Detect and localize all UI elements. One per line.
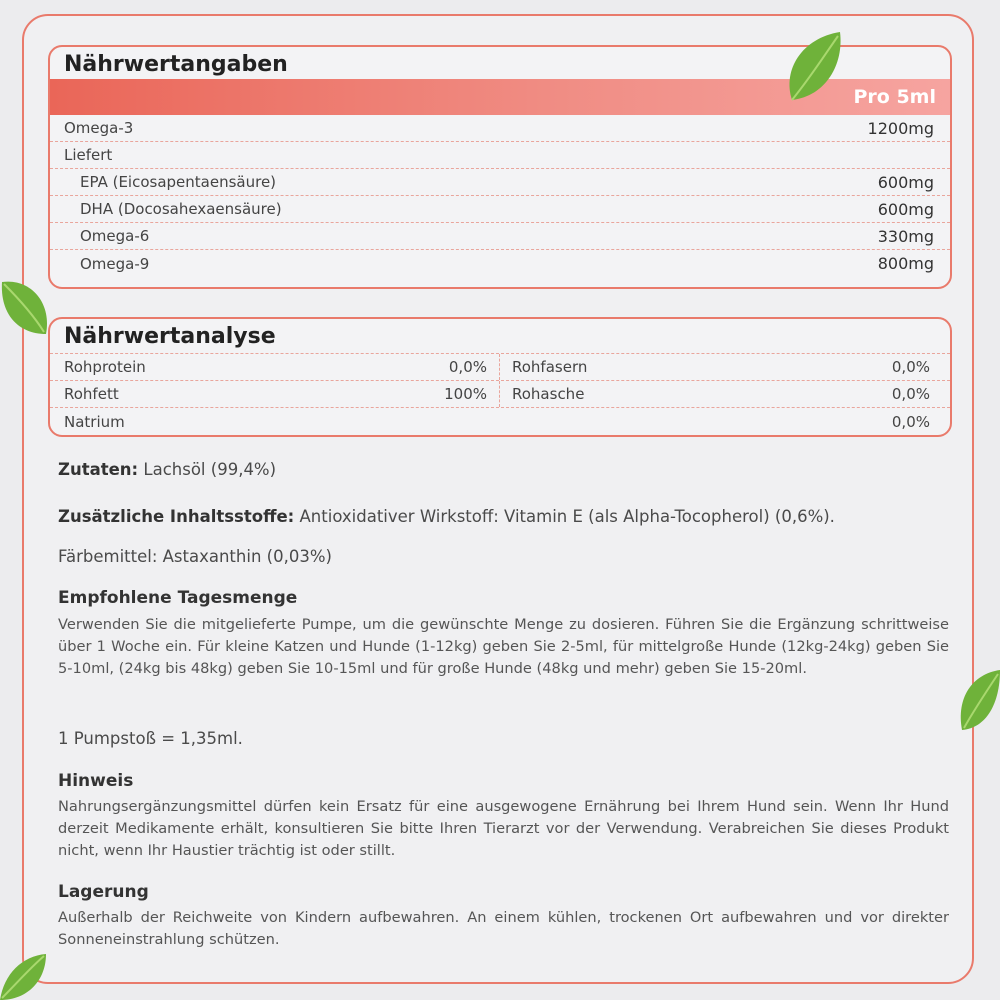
nutrient-row [50,169,950,196]
lagerung-heading: Lagerung [58,882,149,902]
nutrient-value: 330mg [877,226,934,246]
analysis-value: 0,0% [448,358,487,376]
hinweis-heading: Hinweis [58,771,134,791]
zutaten-line [58,460,948,479]
leaf-icon [956,668,1000,734]
nutrient-row [50,223,950,250]
tagesmenge-text: Verwenden Sie die mitgelieferte Pumpe, um die gewünschte Menge zu dosieren. Führen Sie die Ergänzung schrittweise über 1 Woche ein. Für kleine Katzen und Hunde (1-12kg) geben Sie 2-5ml, für mittelgroße Hunde (12kg-24kg) geben Sie 5-10ml, (24kg bis 48kg) geben Sie 10-15ml und für große Hunde (48kg und mehr) geben Sie 15-20ml. [58,616,949,677]
analysis-label: Rohprotein [64,358,146,376]
nutrient-value: 800mg [877,254,934,273]
analysis-label: Rohfasern [512,358,588,376]
leaf-icon [0,278,52,338]
naehrwertanalyse-title: Nährwertanalyse [50,319,950,354]
nutrient-label: EPA (Eicosapentaensäure) [80,173,277,191]
leaf-icon [0,950,48,1000]
nutrient-row [50,196,950,223]
analysis-label: Natrium [64,412,125,431]
per-5ml-header: Pro 5ml [50,79,950,115]
hinweis-text: Nahrungsergänzungsmittel dürfen kein Ersatz für eine ausgewogene Ernährung bei Ihrem Hund sein. Wenn Ihr Hund derzeit Medikamente erhält, konsultieren Sie bitte Ihren Tierarzt vor der Verwendung. Verabreichen Sie dieses Produkt nicht, wenn Ihr Haustier trächtig ist oder stillt. [58,798,949,859]
nutrient-value: 600mg [877,172,934,192]
analysis-value: 0,0% [891,412,930,431]
lagerung-text: Außerhalb der Reichweite von Kindern aufbewahren. An einem kühlen, trockenen Ort aufbewahren und vor direkter Sonneneinstrahlung schützen. [58,909,949,948]
naehrwertanalyse-panel [48,317,952,437]
nutrient-label: Omega-3 [64,119,134,137]
analysis-row [50,408,950,435]
nutrient-label: Omega-6 [80,227,150,245]
faerbemittel-line: Färbemittel: Astaxanthin (0,03%) [58,547,332,566]
analysis-value: 0,0% [891,385,930,403]
nutrient-value: 1200mg [867,118,934,138]
tagesmenge-heading: Empfohlene Tagesmenge [58,588,298,608]
nutrient-row [50,250,950,277]
analysis-label: Rohasche [512,385,585,403]
analysis-row [50,381,950,408]
pumpstoss-line: 1 Pumpstoß = 1,35ml. [58,729,243,748]
leaf-icon [782,30,846,106]
analysis-label: Rohfett [64,385,119,403]
nutrient-row [50,115,950,142]
zutaten-text: Lachsöl (99,4%) [143,460,277,479]
zusaetzliche-label: Zusätzliche Inhaltsstoffe: [58,507,295,526]
nutrient-label: Omega-9 [80,254,150,273]
analysis-value: 100% [444,385,487,403]
naehrwertangaben-title: Nährwertangaben [64,52,288,77]
nutrient-row [50,142,950,169]
analysis-value: 0,0% [891,358,930,376]
zusaetzliche-text: Antioxidativer Wirkstoff: Vitamin E (als Alpha-Tocopherol) (0,6%). [299,507,835,526]
nutrient-value: 600mg [877,199,934,219]
zutaten-label: Zutaten: [58,460,139,479]
analysis-row [50,354,950,381]
zusaetzliche-line [58,507,948,526]
nutrient-label: DHA (Docosahexaensäure) [80,200,282,218]
nutrient-label: Liefert [64,146,113,164]
